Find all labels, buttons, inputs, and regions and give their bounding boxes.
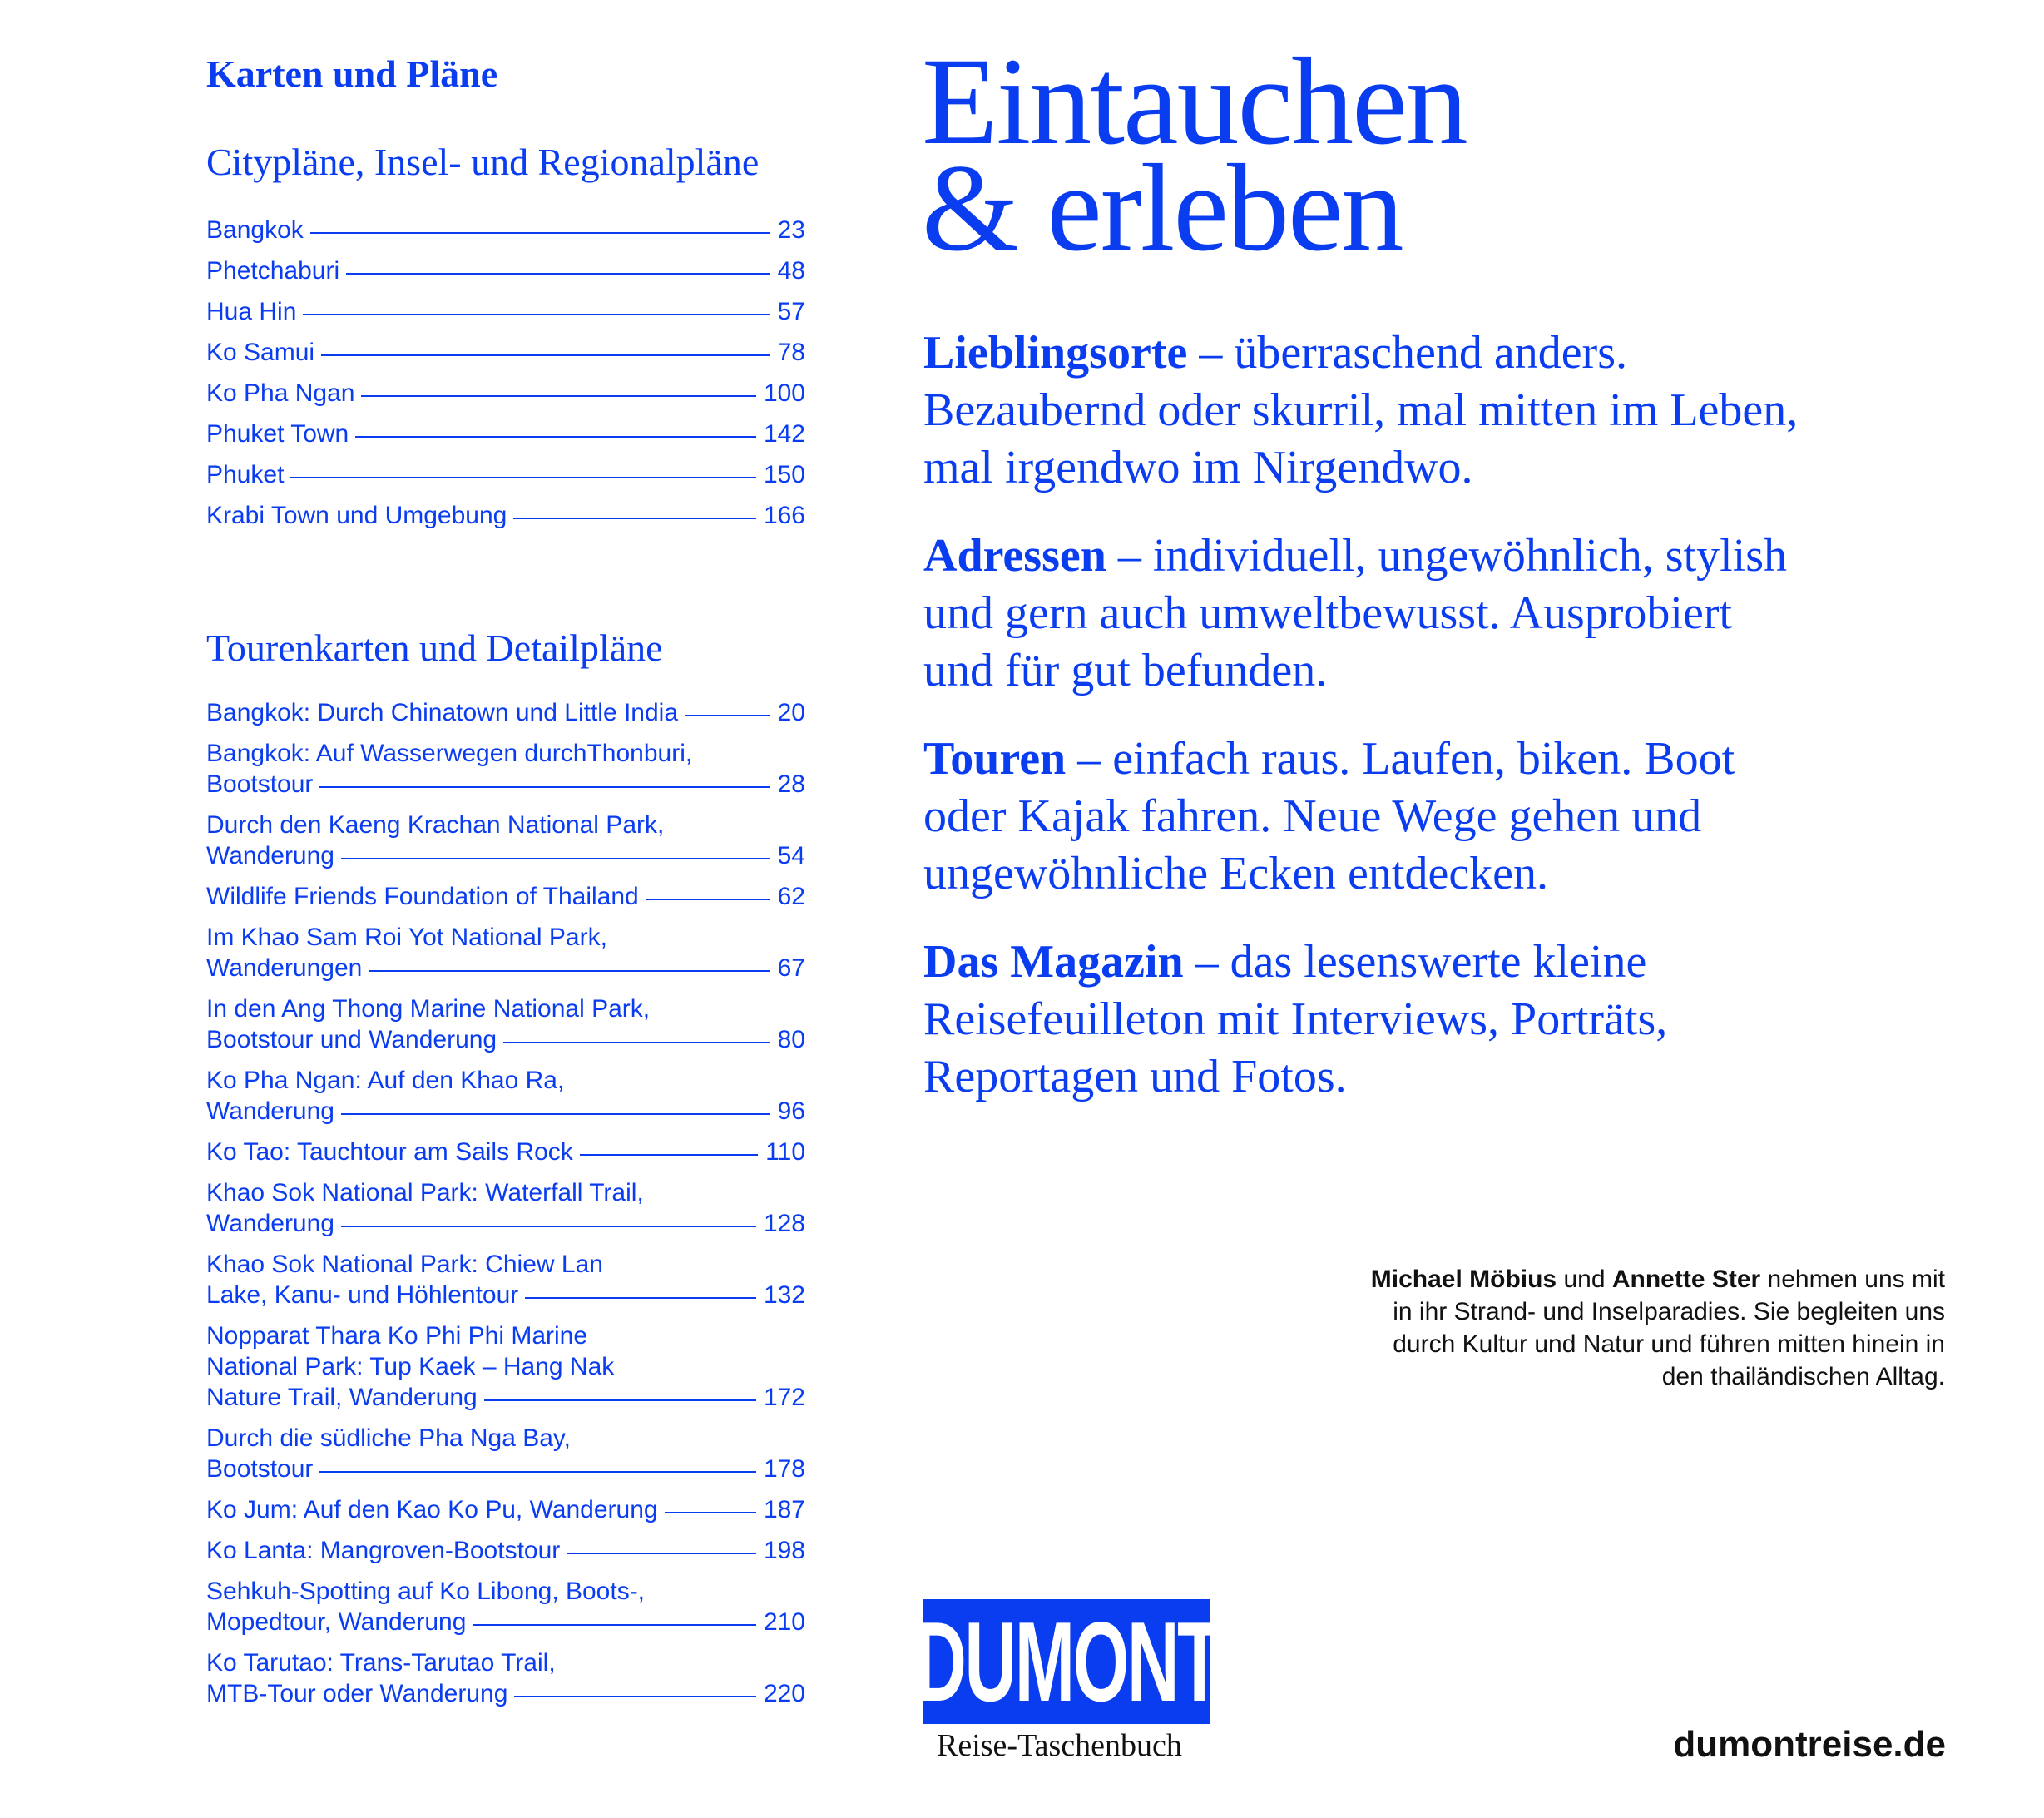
map-list-entry [206, 1576, 805, 1637]
feature-title: Das Magazin [923, 936, 1184, 988]
feature-title: Adressen [923, 530, 1106, 582]
map-list-entry [206, 337, 805, 368]
page-number: 48 [777, 257, 805, 285]
entry-line [206, 500, 805, 531]
entry-title-line: Ko Tarutao: Trans-Tarutao Trail, [206, 1649, 556, 1677]
entry-line [206, 1678, 805, 1709]
leader-rule [503, 1042, 770, 1043]
subheading-citypläne: Citypläne, Insel- und Regionalpläne [206, 141, 760, 183]
entry-title: Phuket Town [206, 420, 349, 448]
map-list-entry [206, 419, 805, 449]
page-number: 150 [763, 461, 805, 488]
feature-text: – überraschend anders. Bezaubernd oder skurril, mal mitten im Leben, mal irgendwo im Nirgendwo. [923, 327, 1799, 493]
entry-title: Nature Trail, Wanderung [206, 1384, 478, 1411]
entry-title: Wanderung [206, 842, 334, 869]
website-url: dumontreise.de [1673, 1724, 1946, 1765]
map-list-entry [206, 1320, 805, 1413]
leader-rule [513, 518, 756, 519]
entry-title: Bootstour und Wanderung [206, 1026, 497, 1053]
leader-rule [341, 1226, 756, 1227]
map-list-entry [206, 922, 805, 983]
author-name-1: Michael Möbius [1370, 1266, 1557, 1293]
entry-title: Wanderung [206, 1097, 334, 1125]
leader-rule [319, 1471, 756, 1473]
leader-rule [321, 354, 770, 356]
page-number: 54 [777, 842, 805, 869]
entry-line [206, 1280, 805, 1310]
entry-line [206, 1096, 805, 1127]
page-number: 96 [777, 1097, 805, 1125]
map-list-entry [206, 1137, 805, 1167]
page-number: 110 [765, 1138, 805, 1166]
map-list-entry [206, 215, 805, 245]
feature-title: Lieblingsorte [923, 327, 1188, 379]
leader-rule [567, 1553, 756, 1554]
entry-title: Ko Jum: Auf den Kao Ko Pu, Wanderung [206, 1496, 658, 1523]
page-number: 172 [763, 1384, 805, 1411]
leader-rule [361, 395, 755, 397]
entry-line [206, 419, 805, 449]
page-number: 166 [763, 502, 805, 529]
page-number: 67 [777, 954, 805, 982]
page-number: 132 [763, 1281, 805, 1309]
leader-rule [310, 232, 770, 234]
entry-line [206, 1454, 805, 1484]
entry-line [206, 1607, 805, 1637]
leader-rule [341, 858, 770, 859]
page-number: 28 [777, 770, 805, 798]
leader-rule [580, 1154, 758, 1156]
entry-title-line: Nopparat Thara Ko Phi Phi Marine [206, 1322, 588, 1350]
map-list-entry [206, 1249, 805, 1310]
entry-title: Mopedtour, Wanderung [206, 1608, 467, 1636]
leader-rule [685, 715, 770, 716]
map-list-entry [206, 697, 805, 728]
entry-line [206, 1494, 805, 1525]
leader-rule [346, 273, 770, 275]
feature-magazin [923, 934, 1805, 1106]
map-list-entry [206, 296, 805, 327]
entry-title: Ko Lanta: Mangroven-Bootstour [206, 1537, 561, 1564]
author-name-2: Annette Ster [1611, 1266, 1761, 1293]
entry-line [206, 1535, 805, 1566]
entry-title-line: Durch den Kaeng Krachan National Park, [206, 811, 665, 839]
map-list-entry [206, 1647, 805, 1709]
map-list-entry [206, 500, 805, 531]
entry-line [206, 215, 805, 245]
page-number: 57 [777, 298, 805, 325]
entry-title: Phetchaburi [206, 257, 340, 285]
map-list-entry [206, 1535, 805, 1566]
entry-title-line: Khao Sok National Park: Waterfall Trail, [206, 1179, 644, 1206]
leader-rule [646, 899, 770, 900]
entry-line [206, 255, 805, 286]
map-list-entry [206, 810, 805, 871]
feature-text: – einfach raus. Laufen, biken. Boot oder Kajak fahren. Neue Wege gehen und ungewöhnliche Ecken entdecken. [923, 733, 1735, 899]
page-number: 220 [763, 1680, 805, 1707]
feature-title: Touren [923, 733, 1067, 785]
feature-lieblingsorte [923, 324, 1805, 497]
map-list-entry [206, 1423, 805, 1484]
map-list-entry [206, 993, 805, 1055]
leader-rule [473, 1624, 756, 1626]
map-list-entry [206, 881, 805, 912]
page-number: 210 [763, 1608, 805, 1636]
map-list-entry [206, 1177, 805, 1239]
entry-title-line: Im Khao Sam Roi Yot National Park, [206, 924, 607, 951]
entry-line [206, 296, 805, 327]
logo-wordmark: DUMONT [913, 1598, 1220, 1725]
author-conjunction: und [1557, 1266, 1612, 1293]
leader-rule [355, 436, 756, 438]
entry-line [206, 881, 805, 912]
feature-text: – individuell, ungewöhnlich, stylish und gern auch umweltbewusst. Ausprobiert und für gut befunden. [923, 530, 1788, 696]
entry-title-line: National Park: Tup Kaek – Hang Nak [206, 1353, 615, 1380]
entry-line [206, 1382, 805, 1413]
dumont-logo [913, 1598, 1220, 1725]
entry-title-line: Khao Sok National Park: Chiew Lan [206, 1251, 603, 1278]
headline [922, 32, 1467, 277]
entry-title: Ko Samui [206, 339, 315, 366]
leader-rule [665, 1512, 756, 1513]
page-number: 80 [777, 1026, 805, 1053]
entry-title: MTB-Tour oder Wanderung [206, 1680, 508, 1707]
author-blurb [1364, 1263, 1945, 1393]
map-list-entry [206, 1065, 805, 1127]
entry-title-line: Durch die südliche Pha Nga Bay, [206, 1424, 572, 1452]
page-number: 100 [763, 379, 805, 407]
entry-title: Wildlife Friends Foundation of Thailand [206, 883, 639, 910]
entry-title: Wanderungen [206, 954, 363, 982]
entry-title: Ko Tao: Tauchtour am Sails Rock [206, 1138, 573, 1166]
map-list-entry [206, 459, 805, 490]
entry-title: Bangkok [206, 216, 304, 244]
page-number: 62 [777, 883, 805, 910]
page-number: 78 [777, 339, 805, 366]
entry-line [206, 1137, 805, 1167]
page-number: 20 [777, 699, 805, 726]
entry-title-line: In den Ang Thong Marine National Park, [206, 995, 651, 1023]
feature-text: – das lesenswerte kleine Reisefeuilleton mit Interviews, Porträts, Reportagen und Fotos. [923, 936, 1668, 1102]
feature-touren [923, 731, 1805, 903]
feature-adressen [923, 528, 1805, 700]
page-number: 128 [763, 1210, 805, 1237]
subheading-tourenkarten: Tourenkarten und Detailpläne [206, 627, 663, 669]
entry-line [206, 337, 805, 368]
leader-rule [484, 1399, 756, 1401]
entry-title: Ko Pha Ngan [206, 379, 355, 407]
entry-title-line: Ko Pha Ngan: Auf den Khao Ra, [206, 1067, 565, 1094]
page-number: 23 [777, 216, 805, 244]
entry-line [206, 840, 805, 871]
entry-title: Bangkok: Durch Chinatown und Little India [206, 699, 679, 726]
leader-rule [290, 477, 756, 478]
entry-line [206, 1208, 805, 1239]
entry-title-line: Bangkok: Auf Wasserwegen durchThonburi, [206, 740, 693, 767]
page-number: 187 [763, 1496, 805, 1523]
leader-rule [303, 314, 770, 315]
page-number: 198 [763, 1537, 805, 1564]
map-list-entry [206, 738, 805, 800]
logo-subtitle: Reise-Taschenbuch [937, 1728, 1182, 1763]
entry-title: Hua Hin [206, 298, 297, 325]
section-heading-karten: Karten und Pläne [206, 52, 498, 95]
leader-rule [369, 970, 770, 972]
page-number: 142 [763, 420, 805, 448]
leader-rule [514, 1696, 756, 1697]
entry-title: Lake, Kanu- und Höhlentour [206, 1281, 519, 1309]
entry-line [206, 1024, 805, 1055]
author-description: nehmen uns mit in ihr Strand- und Inselparadies. Sie begleiten uns durch Kultur und Natur und führen mitten hinein in den thailändischen Alltag. [1393, 1266, 1945, 1390]
entry-title: Wanderung [206, 1210, 334, 1237]
leader-rule [341, 1113, 770, 1115]
page-number: 178 [763, 1455, 805, 1483]
leader-rule [319, 786, 770, 788]
city-map-list [206, 215, 805, 541]
entry-line [206, 378, 805, 409]
entry-line [206, 769, 805, 800]
headline-line-1: Eintauchen [922, 32, 1467, 171]
entry-line [206, 953, 805, 983]
tour-map-list [206, 697, 805, 1719]
map-list-entry [206, 378, 805, 409]
entry-line [206, 697, 805, 728]
entry-title-line: Sehkuh-Spotting auf Ko Libong, Boots-, [206, 1578, 646, 1605]
headline-line-2: & erleben [922, 139, 1403, 277]
map-list-entry [206, 255, 805, 286]
entry-title: Bootstour [206, 1455, 314, 1483]
entry-line [206, 459, 805, 490]
map-list-entry [206, 1494, 805, 1525]
entry-title: Bootstour [206, 770, 314, 798]
entry-title: Krabi Town und Umgebung [206, 502, 507, 529]
leader-rule [525, 1297, 756, 1299]
entry-title: Phuket [206, 461, 285, 488]
